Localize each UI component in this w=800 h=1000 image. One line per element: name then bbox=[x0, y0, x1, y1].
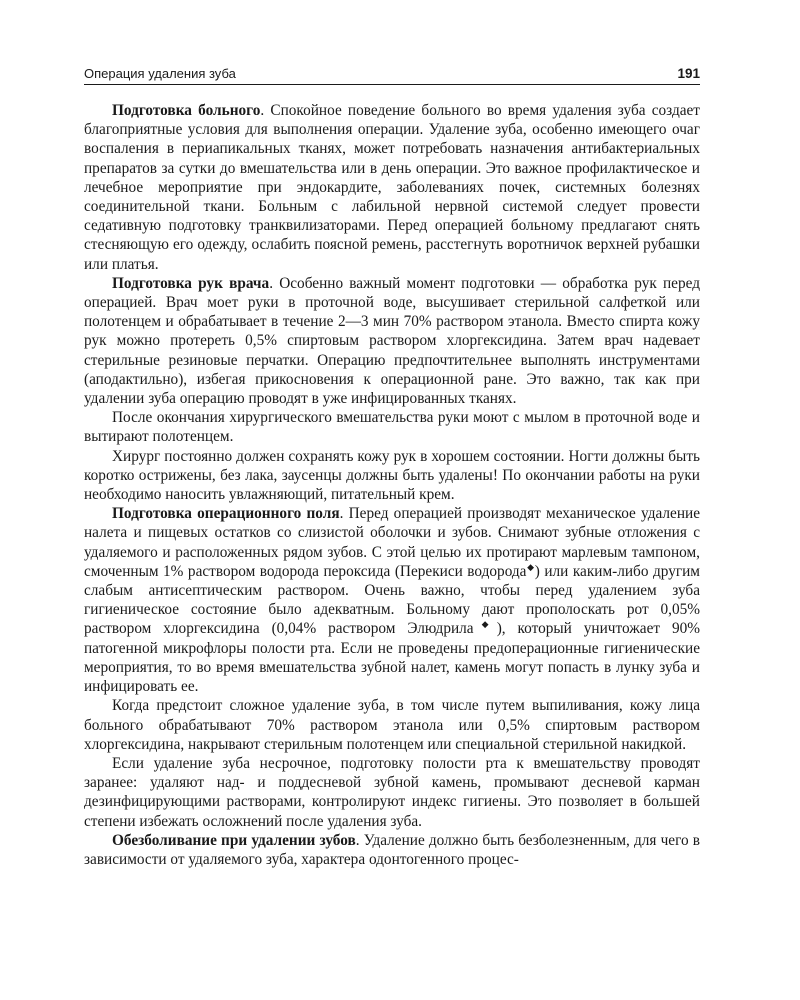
section-heading: Подготовка рук врача bbox=[112, 274, 270, 292]
paragraph-patient-preparation: Подготовка больного. Спокойное поведение больного во время удаления зуба создает благоприятные условия для выполнения операции. Удаление зуба, особенно имеющего очаг воспаления в периапикальных тканях, может потребовать назначения антибактериальных препаратов за сутки до вмешательства или в день операции. Это важное профилактическое и лечебное мероприятие при эндокардите, заболеваниях почек, системных болезнях соединительной ткани. Больным с лабильной нервной системой следует провести седативную подготовку транквилизаторами. Перед операцией больному предлагают снять стесняющую его одежду, ослабить поясной ремень, расстегнуть воротничок верхней рубашки или платья. bbox=[84, 102, 700, 273]
section-heading: Обезболивание при удалении зубов bbox=[112, 831, 356, 849]
paragraph: После окончания хирургического вмешательства руки моют с мылом в проточной воде и вытирают полотенцем. bbox=[84, 409, 700, 446]
chapter-title: Операция удаления зуба bbox=[84, 66, 236, 81]
paragraph-anesthesia: Обезболивание при удалении зубов. Удаление должно быть безболезненным, для чего в зависимости от удаляемого зуба, характера одонтогенного процес- bbox=[84, 831, 700, 868]
rhombus-mark: ◆ bbox=[473, 619, 497, 630]
page-number: 191 bbox=[677, 66, 700, 81]
book-page bbox=[84, 66, 700, 869]
running-header bbox=[84, 66, 700, 85]
section-heading: Подготовка больного bbox=[112, 102, 261, 119]
paragraph: Если удаление зуба несрочное, подготовку полости рта к вмешательству проводят заранее: удаляют над- и поддесневой зубной камень, промывают десневой карман дезинфицирующими растворами, контролируют индекс гигиены. Это позволяет в большей степени избежать осложнений после удаления зуба. bbox=[84, 754, 700, 830]
paragraph-hand-preparation: Подготовка рук врача. Особенно важный момент подготовки — обработка рук перед операцией. Врач моет руки в проточной воде, высушивает стерильной салфеткой или полотенцем и обрабатывает в течение 2—3 мин 70% раствором этанола. Вместо спирта кожу рук можно протереть 0,5% спиртовым раствором хлоргексидина. Затем врач надевает стерильные резиновые перчатки. Операцию предпочтительнее выполнять инструментами (аподактильно), избегая прикосновения к операционной ране. Это важно, так как при удалении зуба операцию проводят в уже инфицированных тканях. bbox=[84, 274, 700, 408]
paragraph: Когда предстоит сложное удаление зуба, в том числе путем выпиливания, кожу лица больного обрабатывают 70% раствором этанола или 0,5% спиртовым раствором хлоргексидина, накрывают стерильным полотенцем или специальной стерильной накидкой. bbox=[84, 697, 700, 753]
section-heading: Подготовка операционного поля bbox=[112, 505, 340, 523]
rhombus-mark: ◆ bbox=[526, 561, 535, 572]
paragraph: Хирург постоянно должен сохранять кожу рук в хорошем состоянии. Ногти должны быть коротко острижены, без лака, заусенцы должны быть удалены! По окончании работы на руки необходимо наносить увлажняющий, питательный крем. bbox=[84, 447, 700, 504]
paragraph-operative-field: Подготовка операционного поля. Перед операцией производят механическое удаление налета и пищевых остатков со слизистой оболочки и зубов. Снимают зубные отложения с удаляемого и расположенных рядом зубов. С этой целью их протирают марлевым тампоном, смоченным 1% раствором водорода пероксида (Перекиси водорода◆) или каким-либо другим слабым антисептическим раствором. Очень важно, чтобы перед удалением зуба гигиеническое состояние было адекватным. Больному дают прополоскать рот 0,05% раствором хлоргексидина (0,04% раствором Элюдрила◆), который уничтожает 90% патогенной микрофлоры полости рта. Если не проведены предоперационные гигиенические мероприятия, то во время вмешательства зубной налет, камень могут попасть в лунку зуба и инфицировать ее. bbox=[84, 505, 701, 696]
body-text bbox=[84, 101, 700, 869]
